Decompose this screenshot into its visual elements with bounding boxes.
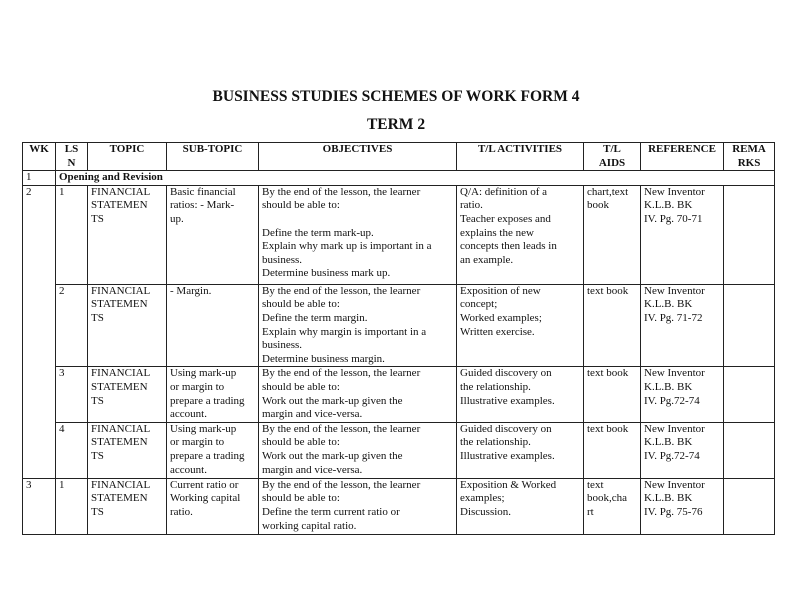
topic-cell: FINANCIAL STATEMEN TS <box>88 185 167 284</box>
table-row <box>23 185 775 284</box>
scheme-of-work-table <box>22 142 775 535</box>
objectives-cell: By the end of the lesson, the learner should be able to: Define the term mark-up. Explain why mark up is important in a business. Determine business mark up. <box>259 185 457 284</box>
section-row <box>23 171 775 186</box>
aids-cell: text book <box>584 422 641 478</box>
activities-cell: Exposition & Worked examples; Discussion. <box>457 478 584 534</box>
topic-cell: FINANCIAL STATEMEN TS <box>88 478 167 534</box>
subtopic-cell: - Margin. <box>167 284 259 367</box>
week-cell: 3 <box>23 478 56 534</box>
objectives-cell: By the end of the lesson, the learner should be able to: Work out the mark-up given the margin and vice-versa. <box>259 367 457 422</box>
remarks-cell <box>724 284 775 367</box>
topic-cell: FINANCIAL STATEMEN TS <box>88 284 167 367</box>
remarks-cell <box>724 367 775 422</box>
subtopic-cell: Current ratio or Working capital ratio. <box>167 478 259 534</box>
activities-cell: Q/A: definition of a ratio. Teacher exposes and explains the new concepts then leads in an example. <box>457 185 584 284</box>
table-row <box>23 422 775 478</box>
table-row <box>23 367 775 422</box>
objectives-cell: By the end of the lesson, the learner should be able to: Define the term margin. Explain why margin is important in a business. Determine business margin. <box>259 284 457 367</box>
subtopic-cell: Using mark-up or margin to prepare a trading account. <box>167 422 259 478</box>
header-remarks: REMA RKS <box>724 143 775 171</box>
term-heading: TERM 2 <box>366 116 426 133</box>
activities-cell: Exposition of new concept; Worked examples; Written exercise. <box>457 284 584 367</box>
header-aids: T/L AIDS <box>584 143 641 171</box>
reference-cell: New Inventor K.L.B. BK IV. Pg. 71-72 <box>641 284 724 367</box>
topic-cell: FINANCIAL STATEMEN TS <box>88 367 167 422</box>
section-label: Opening and Revision <box>56 171 775 186</box>
activities-cell: Guided discovery on the relationship. Illustrative examples. <box>457 422 584 478</box>
topic-cell: FINANCIAL STATEMEN TS <box>88 422 167 478</box>
table-row <box>23 478 775 534</box>
week-cell: 2 <box>23 185 56 478</box>
aids-cell: chart,text book <box>584 185 641 284</box>
aids-cell: text book,cha rt <box>584 478 641 534</box>
lsn-cell: 3 <box>56 367 88 422</box>
subtopic-cell: Basic financial ratios: - Mark- up. <box>167 185 259 284</box>
reference-cell: New Inventor K.L.B. BK IV. Pg. 75-76 <box>641 478 724 534</box>
remarks-cell <box>724 422 775 478</box>
document-title: BUSINESS STUDIES SCHEMES OF WORK FORM 4 <box>212 88 580 105</box>
remarks-cell <box>724 478 775 534</box>
reference-cell: New Inventor K.L.B. BK IV. Pg. 70-71 <box>641 185 724 284</box>
header-reference: REFERENCE <box>641 143 724 171</box>
remarks-cell <box>724 185 775 284</box>
objectives-cell: By the end of the lesson, the learner should be able to: Work out the mark-up given the margin and vice-versa. <box>259 422 457 478</box>
table-row <box>23 284 775 367</box>
header-lsn: LS N <box>56 143 88 171</box>
lsn-cell: 1 <box>56 478 88 534</box>
reference-cell: New Inventor K.L.B. BK IV. Pg.72-74 <box>641 422 724 478</box>
header-topic: TOPIC <box>88 143 167 171</box>
lsn-cell: 4 <box>56 422 88 478</box>
lsn-cell: 2 <box>56 284 88 367</box>
objectives-cell: By the end of the lesson, the learner should be able to: Define the term current ratio or working capital ratio. <box>259 478 457 534</box>
reference-cell: New Inventor K.L.B. BK IV. Pg.72-74 <box>641 367 724 422</box>
aids-cell: text book <box>584 284 641 367</box>
header-activities: T/L ACTIVITIES <box>457 143 584 171</box>
header-objectives: OBJECTIVES <box>259 143 457 171</box>
lsn-cell: 1 <box>56 185 88 284</box>
subtopic-cell: Using mark-up or margin to prepare a trading account. <box>167 367 259 422</box>
table-header-row <box>23 143 775 171</box>
aids-cell: text book <box>584 367 641 422</box>
header-wk: WK <box>23 143 56 171</box>
header-subtopic: SUB-TOPIC <box>167 143 259 171</box>
week-cell: 1 <box>23 171 56 186</box>
activities-cell: Guided discovery on the relationship. Illustrative examples. <box>457 367 584 422</box>
